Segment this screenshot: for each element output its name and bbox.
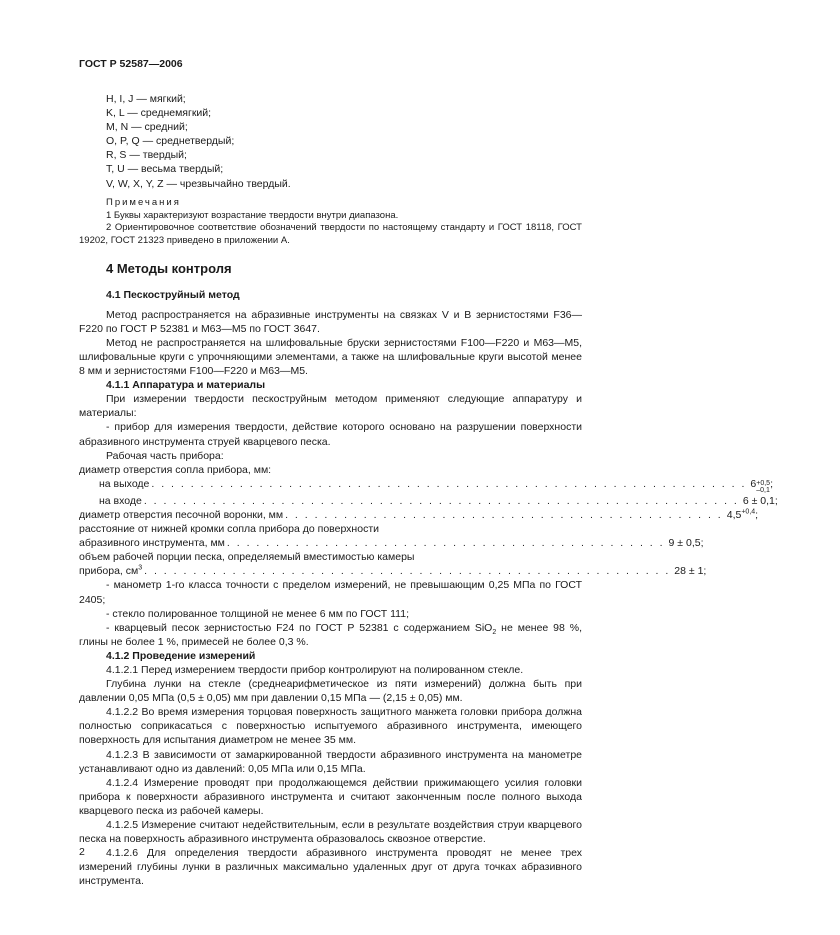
paragraph: 4.1.2.4 Измерение проводят при продолжающемся действии прижимающего усилия головки прибора к поверхности абразивного инструмента и считают законченным после полного выхода кварцевого песка из рабочей камеры.	[79, 776, 582, 817]
paragraph: 4.1.2.1 Перед измерением твердости прибор контролируют на полированном стекле.	[106, 663, 524, 676]
spec-label: диаметр отверстия песочной воронки, мм	[79, 508, 284, 521]
paragraph: - манометр 1-го класса точности с пределом измерений, не превышающим 0,25 МПа по ГОСТ 2405;	[79, 579, 582, 606]
leader-dots: . . . . . . . . . . . . . . . . . . . . . . . . . . . . . . . . . . . . . . . . . . . . . . . . . . . . . . . . . . . . .	[143, 494, 739, 507]
paragraph: Метод не распространяется на шлифовальные бруски зернистостями F100—F220 и M63—M5, шлифовальные круги с упрочняющими элементами, а также на шлифовальные круги высотой менее 8 мм и зернистостями F100—F220 и M63—M5.	[79, 336, 582, 378]
paragraph: Метод распространяется на абразивные инструменты на связках V и B зернистостями F36—F220 по ГОСТ Р 52381 и M63—M5 по ГОСТ 3647.	[79, 308, 582, 335]
spec-label: на выходе	[99, 477, 150, 490]
spec-label: абразивного инструмента, мм	[79, 537, 225, 550]
paragraph: - кварцевый песок зернистостью F24 по ГОСТ Р 52381 с содержанием SiO$_2$ не менее 98 %, глины не более 1 %, примесей не более 0,3 %.	[79, 621, 583, 648]
spec-row-distance	[79, 536, 704, 550]
paragraph: Глубина лунки на стекле (среднеарифметическое из пяти измерений) должна быть при давлении 0,05 МПа (0,5 ± 0,05) мм при давлении 0,15 МПа — (2,15 ± 0,05) мм.	[79, 678, 582, 705]
paragraph: 4.1.2.6 Для определения твердости абразивного инструмента проводят не менее трех измерений глубины лунки в различных максимально удаленных друг от друга точках абразивного инструмента.	[79, 847, 582, 888]
list-item: R, S — твердый;	[106, 149, 187, 162]
spec-value: $4,5^{+0,4}$;	[726, 508, 759, 521]
leader-dots: . . . . . . . . . . . . . . . . . . . . . . . . . . . . . . . . . . . . . . . . . . . . .	[285, 508, 723, 521]
list-item: K, L — среднемягкий;	[106, 107, 212, 120]
leader-dots: . . . . . . . . . . . . . . . . . . . . . . . . . . . . . . . . . . . . . . . . . . . . . . . . . . . . . . . . . . . . .	[151, 477, 747, 490]
spec-label: объем рабочей порции песка, определяемый вместимостью камеры	[79, 551, 415, 564]
paragraph: - прибор для измерения твердости, действие которого основано на разрушении поверхности абразивного инструмента струей кварцевого песка.	[79, 421, 582, 448]
spec-label: прибора, $см^3$	[79, 564, 143, 578]
paragraph: 4.1.2.3 В зависимости от замаркированной твердости абразивного инструмента на манометре устанавливают одно из давлений: 0,05 МПа или 0,15 МПа.	[79, 748, 582, 775]
spec-value: 6 ± 0,1;	[742, 494, 778, 507]
paragraph: При измерении твердости пескоструйным методом применяют следующие аппаратуру и материалы:	[79, 393, 582, 420]
paragraph: Рабочая часть прибора:	[106, 449, 224, 462]
paragraph: 4.1.2.2 Во время измерения торцовая поверхность защитного манжета головки прибора должна полностью соприкасаться с поверхностью испытуемого абразивного инструмента, имеющего поверхность для испытания диаметром не менее 35 мм.	[79, 706, 582, 747]
spec-row-funnel	[79, 508, 759, 522]
spec-row-volume	[79, 564, 707, 578]
section-heading: 4 Методы контроля	[106, 260, 232, 276]
spec-row-outlet	[79, 477, 773, 494]
spec-label: диаметр отверстия сопла прибора, мм:	[79, 463, 272, 476]
page-header: ГОСТ Р 52587—2006	[79, 58, 183, 70]
spec-label: расстояние от нижней кромки сопла прибора до поверхности	[79, 523, 379, 536]
paragraph: - стекло полированное толщиной не менее 6 мм по ГОСТ 111;	[106, 607, 409, 620]
page-content	[79, 92, 778, 888]
page-number: 2	[79, 846, 85, 858]
subsubsection-heading: 4.1.2 Проведение измерений	[106, 649, 256, 662]
spec-value: 6 +0,5 –0,1 ;	[750, 477, 773, 494]
spec-value: 28 ± 1;	[674, 565, 707, 578]
list-item: O, P, Q — среднетвердый;	[106, 135, 235, 148]
spec-row-inlet	[79, 494, 778, 508]
list-item: V, W, X, Y, Z — чрезвычайно твердый.	[106, 177, 291, 190]
hardness-grade-list	[79, 92, 582, 191]
paragraph: 4.1.2.5 Измерение считают недействительным, если в результате воздействия струи кварцевого песка на поверхность абразивного инструмента образовалось сквозное отверстие.	[79, 819, 582, 846]
subsection-heading: 4.1 Пескоструйный метод	[106, 288, 240, 301]
subsubsection-heading: 4.1.1 Аппаратура и материалы	[106, 379, 266, 392]
spec-value: 9 ± 0,5;	[668, 537, 704, 550]
leader-dots: . . . . . . . . . . . . . . . . . . . . . . . . . . . . . . . . . . . . . . . . . . . . . . . . . . . . . .	[144, 565, 671, 578]
list-item: M, N — средний;	[106, 121, 188, 134]
list-item: H, I, J — мягкий;	[106, 93, 186, 105]
spec-label: на входе	[99, 494, 142, 507]
list-item: T, U — весьма твердый;	[106, 163, 224, 176]
note-item: 1 Буквы характеризуют возрастание твердости внутри диапазона.	[106, 209, 399, 221]
note-item: 2 Ориентировочное соответствие обозначений твердости по настоящему стандарту и ГОСТ 18118, ГОСТ 19202, ГОСТ 21323 приведено в приложении А.	[79, 222, 582, 246]
leader-dots: . . . . . . . . . . . . . . . . . . . . . . . . . . . . . . . . . . . . . . . . . . . . .	[226, 537, 665, 550]
notes-title: Примечания	[106, 196, 181, 208]
